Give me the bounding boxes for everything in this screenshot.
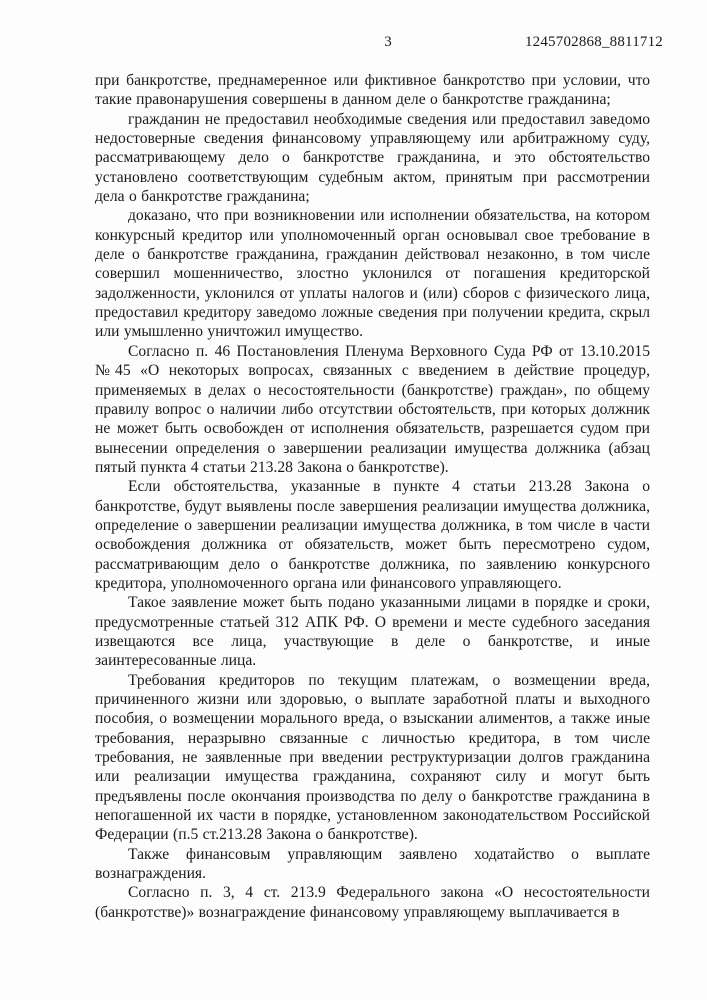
document-id-stamp: 1245702868_8811712 <box>524 34 663 50</box>
body-paragraph: Согласно п. 46 Постановления Пленума Верховного Суда РФ от 13.10.2015 №45 «О некоторых вопросах, связанных с введением в действие процедур, применяемых в делах о несостоятельности (банкротстве) граждан», по общему правилу вопрос о наличии либо отсутствии обстоятельств, при которых должник не может быть освобожден от исполнения обязательств, разрешается судом при вынесении определения о завершении реализации имущества должника (абзац пятый пункта 4 статьи 213.28 Закона о банкротстве). <box>95 342 650 476</box>
body-paragraph: доказано, что при возникновении или исполнении обязательства, на котором конкурсный кредитор или уполномоченный орган основывал свое требование в деле о банкротстве гражданина, гражданин действовал незаконно, в том числе совершил мошенничество, злостно уклонился от погашения кредиторской задолженности, уклонился от уплаты налогов и (или) сборов с физического лица, предоставил кредитору заведомо ложные сведения при получении кредита, скрыл или умышленно уничтожил имущество. <box>95 207 650 341</box>
page-number: 3 <box>384 34 392 50</box>
body-paragraph: гражданин не предоставил необходимые сведения или предоставил заведомо недостоверные сведения финансовому управляющему или арбитражному суду, рассматривающему дело о банкротстве гражданина, и это обстоятельство установлено соответствующим судебным актом, принятым при рассмотрении дела о банкротстве гражданина; <box>95 110 650 206</box>
body-paragraph: Согласно п. 3, 4 ст. 213.9 Федерального закона «О несостоятельности (банкротстве)» вознаграждение финансовому управляющему выплачивается в <box>95 884 650 921</box>
body-paragraph: Также финансовым управляющим заявлено ходатайство о выплате вознаграждения. <box>95 845 650 883</box>
body-paragraph: Такое заявление может быть подано указанными лицами в порядке и сроки, предусмотренные статьей 312 АПК РФ. О времени и месте судебного заседания извещаются все лица, участвующие в деле о банкротстве, и иные заинтересованные лица. <box>95 594 650 670</box>
body-paragraph: Требования кредиторов по текущим платежам, о возмещении вреда, причиненного жизни или здоровью, о выплате заработной платы и выходного пособия, о возмещении морального вреда, о взыскании алиментов, а также иные требования, неразрывно связанные с личностью кредитора, в том числе требования, не заявленные при введении реструктуризации долгов гражданина или реализации имущества гражданина, сохраняют силу и могут быть предъявлены после окончания производства по делу о банкротстве гражданина в непогашенной их части в порядке, установленном законодательством Российской Федерации (п.5 ст.213.28 Закона о банкротстве). <box>95 671 650 844</box>
body-paragraph: Если обстоятельства, указанные в пункте 4 статьи 213.28 Закона о банкротстве, будут выявлены после завершения реализации имущества должника, определение о завершении реализации имущества должника, в том числе в части освобождения должника от обязательств, может быть пересмотрено судом, рассматривающим дело о банкротстве должника, по заявлению конкурсного кредитора, уполномоченного органа или финансового управляющего. <box>95 478 650 592</box>
document-body <box>95 71 650 922</box>
body-paragraph-continuation: при банкротстве, преднамеренное или фиктивное банкротство при условии, что такие правонарушения совершены в данном деле о банкротстве гражданина; <box>95 72 650 109</box>
